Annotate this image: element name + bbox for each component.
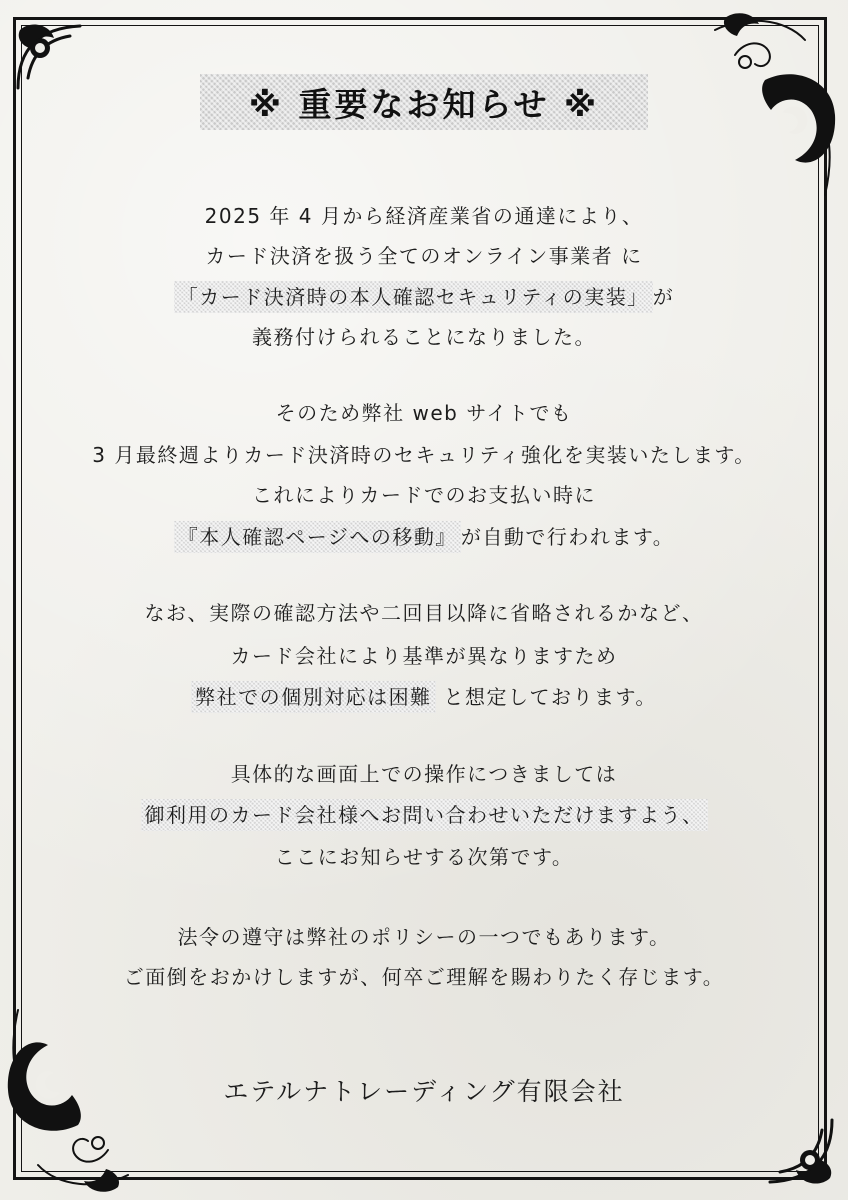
highlighted-text: 弊社での個別対応は困難: [191, 681, 436, 713]
notice-line: [40, 683, 808, 711]
corner-ornament-top-right: [705, 10, 843, 200]
highlighted-text: 「カード決済時の本人確認セキュリティの実装」: [174, 281, 653, 313]
notice-line: [40, 283, 808, 311]
line-text: カード決済を扱う全てのオンライン事業者 に: [205, 244, 643, 268]
notice-line: [40, 399, 808, 427]
corner-ornament-bottom-right: [760, 1110, 840, 1190]
notice-line: [40, 202, 808, 230]
line-text: が: [652, 285, 675, 309]
line-text: が自動で行われます。: [460, 525, 675, 549]
notice-line: [40, 760, 808, 788]
notice-line: [40, 599, 808, 627]
line-text: 2025 年 4 月から経済産業省の通達により、: [204, 204, 644, 228]
notice-line: [40, 481, 808, 509]
line-text: なお、実際の確認方法や二回目以降に省略されるかなど、: [144, 601, 704, 625]
notice-line: [40, 801, 808, 829]
notice-line: [40, 923, 808, 951]
page-title: ※ 重要なお知らせ ※: [248, 84, 600, 124]
corner-ornament-top-left: [10, 18, 90, 98]
company-name: エテルナトレーディング有限会社: [223, 1077, 625, 1106]
notice-line: [40, 441, 808, 469]
notice-line: [40, 523, 808, 551]
line-text: ご面倒をおかけしますが、何卒ご理解を賜わりたく存じます。: [123, 965, 725, 989]
line-text: 3 月最終週よりカード決済時のセキュリティ強化を実装いたします。: [92, 443, 756, 467]
title-banner: [200, 74, 648, 130]
notice-line: [40, 963, 808, 991]
notice-line: [40, 843, 808, 871]
line-text: 具体的な画面上での操作につきましては: [230, 762, 618, 786]
line-text: カード会社により基準が異なりますため: [230, 644, 618, 668]
line-text: これによりカードでのお支払い時に: [252, 483, 596, 507]
line-text: そのため弊社 web サイトでも: [275, 401, 573, 425]
highlighted-text: 御利用のカード会社様へお問い合わせいただけますよう、: [141, 799, 708, 831]
line-text: ここにお知らせする次第です。: [274, 845, 574, 869]
line-text: 義務付けられることになりました。: [252, 325, 596, 349]
line-text: 法令の遵守は弊社のポリシーの一つでもあります。: [177, 925, 671, 949]
notice-line: [40, 242, 808, 270]
highlighted-text: 『本人確認ページへの移動』: [174, 521, 461, 553]
notice-line: [40, 642, 808, 670]
line-text: と想定しております。: [435, 685, 657, 709]
notice-line: [40, 323, 808, 351]
